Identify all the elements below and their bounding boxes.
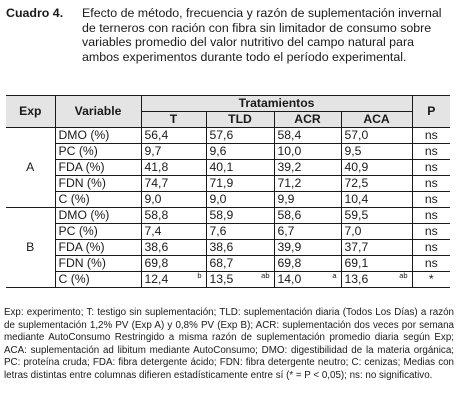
value-number: 39,9 (277, 240, 302, 254)
value-cell (341, 160, 412, 176)
value-wrapper (145, 144, 206, 159)
value-number: 57,0 (344, 128, 369, 142)
value-cell (274, 192, 341, 208)
p-cell: ns (412, 176, 450, 192)
value-number: 59,5 (344, 208, 369, 222)
value-number: 37,7 (344, 240, 369, 254)
table-header (6, 96, 450, 128)
value-number: 9,6 (209, 144, 227, 158)
value-cell (341, 144, 412, 160)
value-cell (274, 224, 341, 240)
value-wrapper (145, 224, 206, 239)
significance-letter: a (332, 271, 337, 280)
variable-cell: FDN (%) (55, 176, 141, 192)
value-wrapper (345, 272, 412, 287)
table-row (6, 192, 450, 208)
caption-label: Cuadro 4. (6, 6, 64, 20)
value-cell (206, 192, 274, 208)
table-row (6, 160, 450, 176)
value-number: 71,2 (277, 176, 302, 190)
value-number: 38,6 (209, 240, 234, 254)
p-cell: ns (412, 192, 450, 208)
header-tratamientos: Tratamientos (141, 96, 412, 112)
p-cell: ns (412, 208, 450, 224)
significance-letter: b (197, 271, 202, 280)
value-number: 69,8 (144, 256, 169, 270)
header-treatment: ACA (341, 112, 412, 128)
value-cell (274, 128, 341, 144)
value-cell (206, 176, 274, 192)
value-number: 9,0 (209, 192, 227, 206)
value-wrapper (345, 144, 412, 159)
value-cell (274, 176, 341, 192)
header-row (6, 96, 450, 112)
variable-cell: FDA (%) (55, 160, 141, 176)
value-wrapper (210, 144, 274, 159)
value-wrapper (345, 176, 412, 191)
table-row (6, 208, 450, 224)
table-caption (6, 6, 452, 64)
p-cell: ns (412, 160, 450, 176)
value-cell (341, 240, 412, 256)
value-wrapper (278, 240, 341, 255)
variable-cell: DMO (%) (55, 208, 141, 224)
value-number: 12,4 (144, 272, 169, 286)
table-row (6, 128, 450, 144)
value-cell (206, 272, 274, 288)
significance-letter: ab (261, 271, 270, 280)
value-cell (341, 176, 412, 192)
value-number: 10,0 (277, 144, 302, 158)
value-cell (141, 208, 206, 224)
header-treatment: TLD (206, 112, 274, 128)
variable-cell: C (%) (55, 272, 141, 288)
value-number: 71,9 (209, 176, 234, 190)
value-wrapper (278, 128, 341, 143)
value-cell (141, 256, 206, 272)
value-number: 41,8 (144, 160, 169, 174)
value-cell (206, 144, 274, 160)
value-wrapper (345, 208, 412, 223)
significance-letter: ab (399, 271, 408, 280)
value-number: 13,6 (344, 272, 369, 286)
value-wrapper (145, 176, 206, 191)
value-number: 9,9 (277, 192, 295, 206)
value-number: 9,7 (144, 144, 162, 158)
value-wrapper (345, 128, 412, 143)
value-number: 7,0 (344, 224, 362, 238)
exp-cell: B (6, 208, 55, 288)
table-row (6, 272, 450, 288)
value-cell (141, 224, 206, 240)
value-wrapper (345, 240, 412, 255)
value-number: 58,9 (209, 208, 234, 222)
value-number: 72,5 (344, 176, 369, 190)
value-wrapper (278, 160, 341, 175)
value-number: 56,4 (144, 128, 169, 142)
value-wrapper (145, 160, 206, 175)
value-cell (206, 224, 274, 240)
p-cell: ns (412, 256, 450, 272)
value-number: 40,9 (344, 160, 369, 174)
value-wrapper (210, 176, 274, 191)
value-wrapper (278, 144, 341, 159)
value-cell (274, 272, 341, 288)
value-wrapper (210, 160, 274, 175)
p-cell: ns (412, 128, 450, 144)
variable-cell: FDA (%) (55, 240, 141, 256)
value-number: 40,1 (209, 160, 234, 174)
value-number: 10,4 (344, 192, 369, 206)
value-cell (274, 160, 341, 176)
value-number: 9,5 (344, 144, 362, 158)
value-wrapper (278, 208, 341, 223)
value-cell (274, 144, 341, 160)
table-body (6, 128, 450, 288)
table-row (6, 224, 450, 240)
value-cell (274, 240, 341, 256)
variable-cell: FDN (%) (55, 256, 141, 272)
value-wrapper (145, 272, 206, 287)
header-p: P (412, 96, 450, 128)
value-wrapper (210, 240, 274, 255)
data-table (6, 95, 450, 288)
value-number: 58,6 (277, 208, 302, 222)
value-wrapper (145, 240, 206, 255)
footnote: Exp: experimento; T: testigo sin suplementación; TLD: suplementación diaria (Todos Los Días) a razón de suplementación 1,2% PV (Exp A) y 0,8% PV (Exp B); ACR: suplementación dos veces por semana mediante AutoConsumo Restringido a misma razón de suplementación promedio diaria según Exp; ACA: suplementación ad libitum mediante AutoConsumo; DMO: digestibilidad de la materia orgánica; PC: proteína cruda; FDA: fibra detergente ácido; FDN: fibra detergente neutro; C: cenizas; Medias con letras distintas entre columnas difieren estadísticamente entre sí (* = P < 0,05); ns: no significativo. (4, 307, 454, 381)
header-variable: Variable (55, 96, 141, 128)
value-wrapper (145, 208, 206, 223)
value-number: 69,1 (344, 256, 369, 270)
value-cell (341, 224, 412, 240)
value-cell (206, 160, 274, 176)
value-cell (141, 128, 206, 144)
value-wrapper (278, 176, 341, 191)
caption-text: Efecto de método, frecuencia y razón de suplementación invernal de terneros con ración con fibra sin limitador de consumo sobre variables promedio del valor nutritivo del campo natural para ambos experimentos durante todo el período experimental. (82, 6, 442, 64)
value-number: 38,6 (144, 240, 169, 254)
value-wrapper (210, 272, 274, 287)
header-treatment: T (141, 112, 206, 128)
table-row (6, 240, 450, 256)
value-cell (141, 160, 206, 176)
table-row (6, 176, 450, 192)
value-wrapper (345, 192, 412, 207)
value-wrapper (278, 224, 341, 239)
value-wrapper (145, 192, 206, 207)
value-cell (141, 144, 206, 160)
value-number: 57,6 (209, 128, 234, 142)
value-number: 39,2 (277, 160, 302, 174)
value-cell (274, 256, 341, 272)
value-number: 14,0 (277, 272, 302, 286)
variable-cell: C (%) (55, 192, 141, 208)
p-cell: * (412, 272, 450, 288)
value-wrapper (345, 160, 412, 175)
value-cell (141, 176, 206, 192)
value-number: 13,5 (209, 272, 234, 286)
variable-cell: PC (%) (55, 144, 141, 160)
variable-cell: DMO (%) (55, 128, 141, 144)
value-number: 7,4 (144, 224, 162, 238)
value-wrapper (210, 128, 274, 143)
value-number: 9,0 (144, 192, 162, 206)
table-row (6, 256, 450, 272)
p-cell: ns (412, 224, 450, 240)
value-cell (206, 240, 274, 256)
p-cell: ns (412, 144, 450, 160)
value-wrapper (210, 224, 274, 239)
value-number: 69,8 (277, 256, 302, 270)
header-exp: Exp (6, 96, 55, 128)
value-cell (341, 272, 412, 288)
value-cell (341, 208, 412, 224)
p-cell: ns (412, 240, 450, 256)
value-cell (141, 240, 206, 256)
variable-cell: PC (%) (55, 224, 141, 240)
value-number: 7,6 (209, 224, 227, 238)
value-cell (206, 128, 274, 144)
value-number: 6,7 (277, 224, 295, 238)
value-number: 58,8 (144, 208, 169, 222)
value-cell (274, 208, 341, 224)
value-number: 74,7 (144, 176, 169, 190)
value-wrapper (278, 256, 341, 271)
value-wrapper (278, 192, 341, 207)
table-row (6, 144, 450, 160)
exp-cell: A (6, 128, 55, 208)
value-wrapper (210, 192, 274, 207)
value-cell (141, 192, 206, 208)
value-wrapper (278, 272, 341, 287)
value-number: 68,7 (209, 256, 234, 270)
header-treatment: ACR (274, 112, 341, 128)
value-wrapper (210, 208, 274, 223)
value-wrapper (345, 224, 412, 239)
value-cell (206, 208, 274, 224)
value-cell (341, 192, 412, 208)
value-cell (341, 128, 412, 144)
value-wrapper (145, 128, 206, 143)
value-cell (141, 272, 206, 288)
value-number: 58,4 (277, 128, 302, 142)
